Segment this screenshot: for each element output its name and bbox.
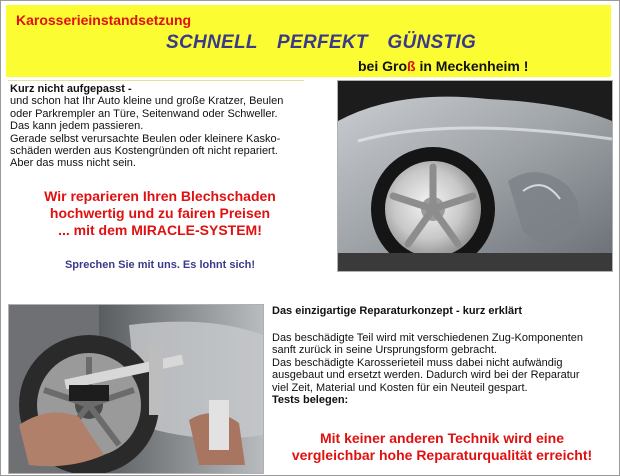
header-banner [6,5,611,77]
contact-invitation: Sprechen Sie mit uns. Es lohnt sich! [64,259,256,271]
concept-line: Das beschädigte Teil wird mit verschiedenen Zug-Komponenten [272,332,584,344]
intro-heading: Kurz nicht aufgepasst - [10,83,132,95]
intro-line: schäden werden aus Kostengründen oft nicht repariert. [10,145,278,158]
concept-line: viel Zeit, Material und Kosten für ein Neuteil gespart. [272,381,528,394]
location-highlight: ß [407,58,416,74]
page-title: Karosserieinstandsetzung [16,12,192,28]
promo-line: ... mit dem MIRACLE-SYSTEM! [58,222,262,238]
intro-line: oder Parkrempler an Türe, Seitenwand oder Schweller. [10,107,278,120]
intro-text [10,83,310,170]
repair-tool-on-wheel-photo [8,304,264,474]
closing-line: Mit keiner anderen Technik wird eine [319,430,565,446]
concept-line: sanft zurück in seine Ursprungsform gebracht. [272,344,497,357]
location-prefix: bei Gro [358,58,408,74]
closing-statement [272,430,612,464]
concept-line: ausgebaut und ersetzt werden. Dadurch wird bei der Reparatur [272,369,580,382]
concept-line: Das beschädigte Karosserieteil muss dabei nicht aufwändig [272,356,563,369]
closing-line: vergleichbar hohe Reparaturqualität erreicht! [291,447,593,463]
location-suffix: in Meckenheim ! [415,58,529,74]
intro-line: und schon hat Ihr Auto kleine und große Kratzer, Beulen [10,95,284,108]
slogan: SCHNELL PERFEKT GÜNSTIG [166,32,477,53]
concept-heading: Das einzigartige Reparaturkonzept - kurz erklärt [272,305,523,317]
intro-line: Gerade selbst verursachte Beulen oder kleinere Kasko- [10,132,281,145]
divider [8,80,304,81]
promo-callout [10,188,310,239]
tests-label: Tests belegen: [272,394,349,407]
location-line [358,58,528,74]
intro-line: Das kann jedem passieren. [10,120,144,133]
concept-text [272,332,612,406]
intro-line: Aber das muss nicht sein. [10,157,136,170]
promo-line: Wir reparieren Ihren Blechschaden [44,188,276,204]
damaged-car-fender-photo [337,80,613,272]
promo-line: hochwertig und zu fairen Preisen [49,205,271,221]
